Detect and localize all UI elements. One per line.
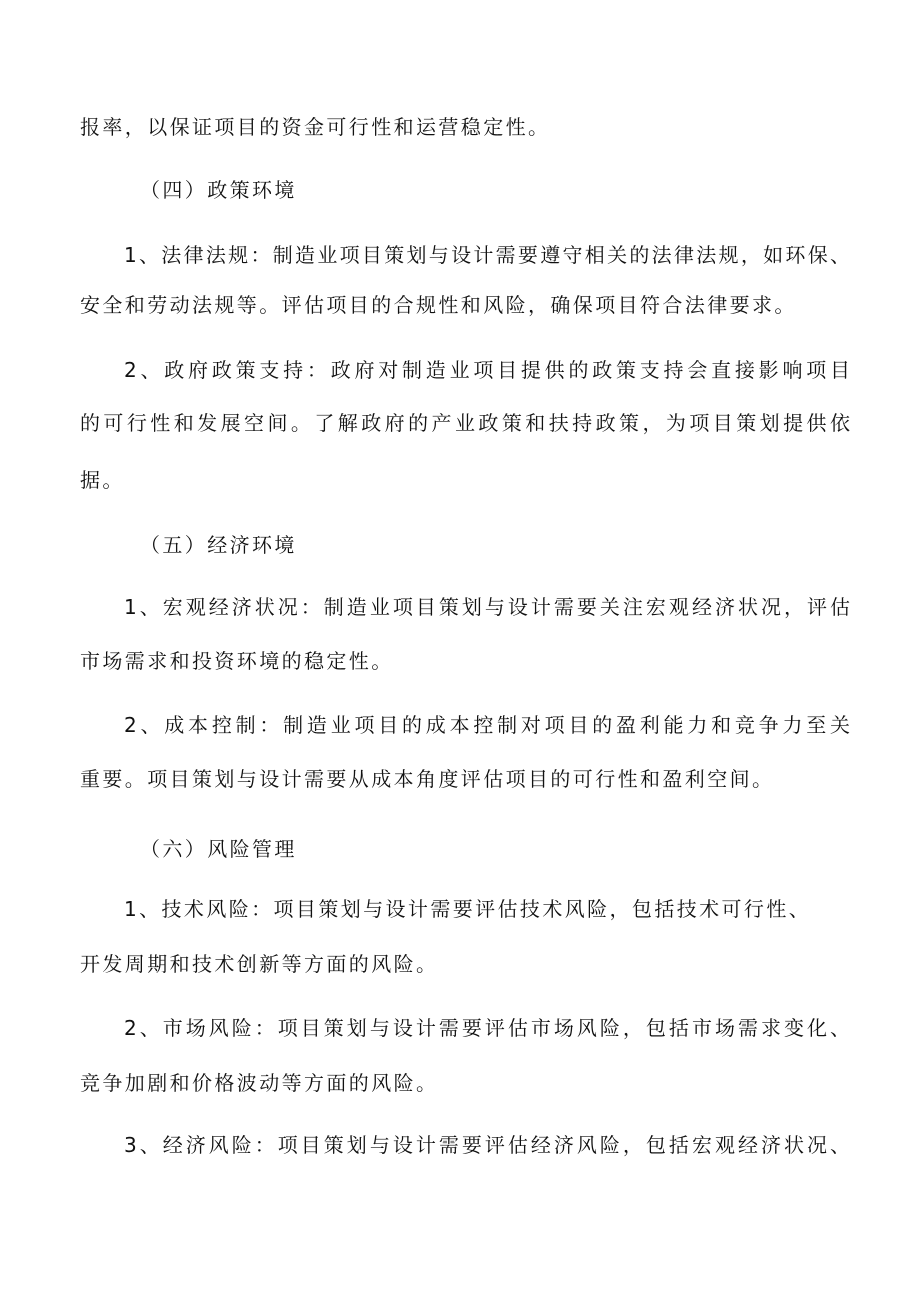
paragraph-line: 2、政府政策支持：政府对制造业项目提供的政策支持会直接影响项目 xyxy=(124,358,850,382)
paragraph-line: 竞争加剧和价格波动等方面的风险。 xyxy=(80,1071,439,1095)
paragraph-line: 市场需求和投资环境的稳定性。 xyxy=(80,649,394,673)
paragraph-line: 2、市场风险：项目策划与设计需要评估市场风险，包括市场需求变化、 xyxy=(124,1016,850,1040)
paragraph-line: 1、技术风险：项目策划与设计需要评估技术风险，包括技术可行性、 xyxy=(124,897,812,921)
section-heading-risk: （六）风险管理 xyxy=(140,837,297,861)
paragraph-line: 2、成本控制：制造业项目的成本控制对项目的盈利能力和竞争力至关 xyxy=(124,713,850,737)
paragraph-line: 3、经济风险：项目策划与设计需要评估经济风险，包括宏观经济状况、 xyxy=(124,1133,850,1157)
section-heading-economy: （五）经济环境 xyxy=(140,533,297,557)
paragraph-line: 的可行性和发展空间。了解政府的产业政策和扶持政策，为项目策划提供依 xyxy=(80,411,850,435)
paragraph-line: 安全和劳动法规等。评估项目的合规性和风险，确保项目符合法律要求。 xyxy=(80,293,797,317)
paragraph-line: 开发周期和技术创新等方面的风险。 xyxy=(80,952,439,976)
paragraph-line: 1、法律法规：制造业项目策划与设计需要遵守相关的法律法规，如环保、 xyxy=(124,243,850,267)
paragraph-line: 据。 xyxy=(80,468,125,492)
paragraph-line: 报率，以保证项目的资金可行性和运营稳定性。 xyxy=(80,115,551,139)
paragraph-line: 重要。项目策划与设计需要从成本角度评估项目的可行性和盈利空间。 xyxy=(80,767,775,791)
paragraph-line: 1、宏观经济状况：制造业项目策划与设计需要关注宏观经济状况，评估 xyxy=(124,595,850,619)
section-heading-policy: （四）政策环境 xyxy=(140,178,297,202)
